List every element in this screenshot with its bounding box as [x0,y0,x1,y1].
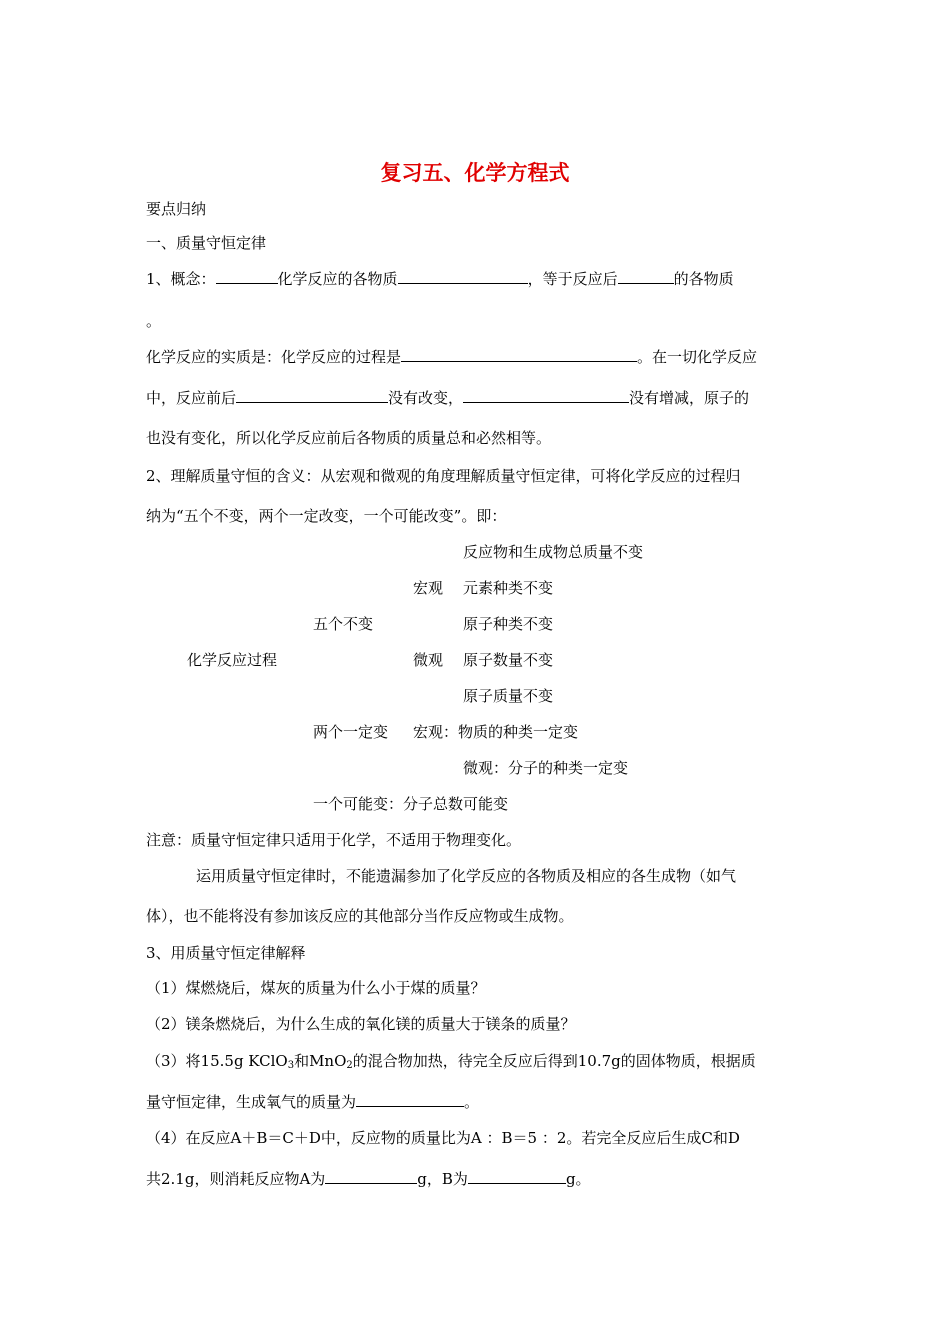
text: （3）将15.5g KClO [146,1052,288,1070]
note-line-1: 注意：质量守恒定律只适用于化学，不适用于物理变化。 [146,831,522,849]
blank [398,267,528,284]
tree-micro-label: 微观 [413,651,444,669]
text: ，等于反应后 [527,270,618,288]
blank [468,1167,566,1184]
subscript: 3 [287,1060,295,1071]
blank [401,345,637,362]
question-3-line-1 [146,1050,756,1072]
concept-paragraph [146,267,734,290]
question-1: （1）煤燃烧后，煤灰的质量为什么小于煤的质量？ [146,979,486,997]
text: 。 [464,1093,480,1111]
page-title: 复习五、化学方程式 [380,160,570,185]
text: 的混合物加热，待完全反应后得到10.7g的固体物质，根据质 [352,1052,756,1070]
blank [325,1167,417,1184]
blank [463,386,629,403]
summary-heading: 要点归纳 [146,200,207,218]
tree-item-atom-count: 原子数量不变 [463,651,554,669]
question-4-line-2 [146,1167,591,1190]
tree-macro-change: 宏观：物质的种类一定变 [413,723,579,741]
text: 。在一切化学反应 [637,348,758,366]
text: 没有增减，原子的 [629,389,750,407]
question-3-line-2 [146,1090,479,1113]
text: 的各物质 [673,270,734,288]
essence-line-1 [146,345,757,368]
essence-line-3: 也没有变化，所以化学反应前后各物质的质量总和必然相等。 [146,429,552,447]
tree-item-atom-types: 原子种类不变 [463,615,554,633]
text: 和MnO [294,1052,347,1070]
text: 化学反应的实质是：化学反应的过程是 [146,348,402,366]
tree-item-total-mass: 反应物和生成物总质量不变 [463,543,644,561]
meaning-line-2: 纳为“五个不变，两个一定改变，一个可能改变”。即： [146,507,507,525]
text: 中，反应前后 [146,389,237,407]
text: 共2.1g，则消耗反应物A为 [146,1170,326,1188]
section-heading-1: 一、质量守恒定律 [146,234,267,252]
note-line-2: 运用质量守恒定律时，不能遗漏参加了化学反应的各物质及相应的各生成物（如气 [196,867,737,885]
text: 没有改变， [388,389,464,407]
blank [216,267,278,284]
blank [618,267,674,284]
question-2: （2）镁条燃烧后，为什么生成的氧化镁的质量大于镁条的质量？ [146,1015,576,1033]
tree-two-change: 两个一定变 [313,723,389,741]
text: g，B为 [417,1170,468,1188]
blank [236,386,388,403]
tree-macro-label: 宏观 [413,579,444,597]
question-4-line-1: （4）在反应A＋B＝C＋D中，反应物的质量比为A ：B＝5 ：2。若完全反应后生成C和D [146,1129,740,1147]
section-heading-3: 3、用质量守恒定律解释 [146,944,306,962]
blank [356,1090,464,1107]
subscript: 2 [346,1060,353,1071]
text: g。 [565,1170,591,1188]
tree-micro-change: 微观：分子的种类一定变 [463,759,629,777]
tree-item-element-types: 元素种类不变 [463,579,554,597]
tree-five-unchanged: 五个不变 [313,615,374,633]
text: 1、概念： [146,270,216,288]
text: 量守恒定律，生成氧气的质量为 [146,1093,357,1111]
text: 化学反应的各物质 [277,270,398,288]
essence-line-2 [146,386,749,409]
tree-one-may-change: 一个可能变：分子总数可能变 [313,795,509,813]
meaning-line-1: 2、理解质量守恒的含义：从宏观和微观的角度理解质量守恒定律，可将化学反应的过程归 [146,467,741,485]
tree-root: 化学反应过程 [187,651,278,669]
concept-paragraph-end: 。 [146,312,162,330]
tree-item-atom-mass: 原子质量不变 [463,687,554,705]
note-line-3: 体），也不能将没有参加该反应的其他部分当作反应物或生成物。 [146,907,574,925]
